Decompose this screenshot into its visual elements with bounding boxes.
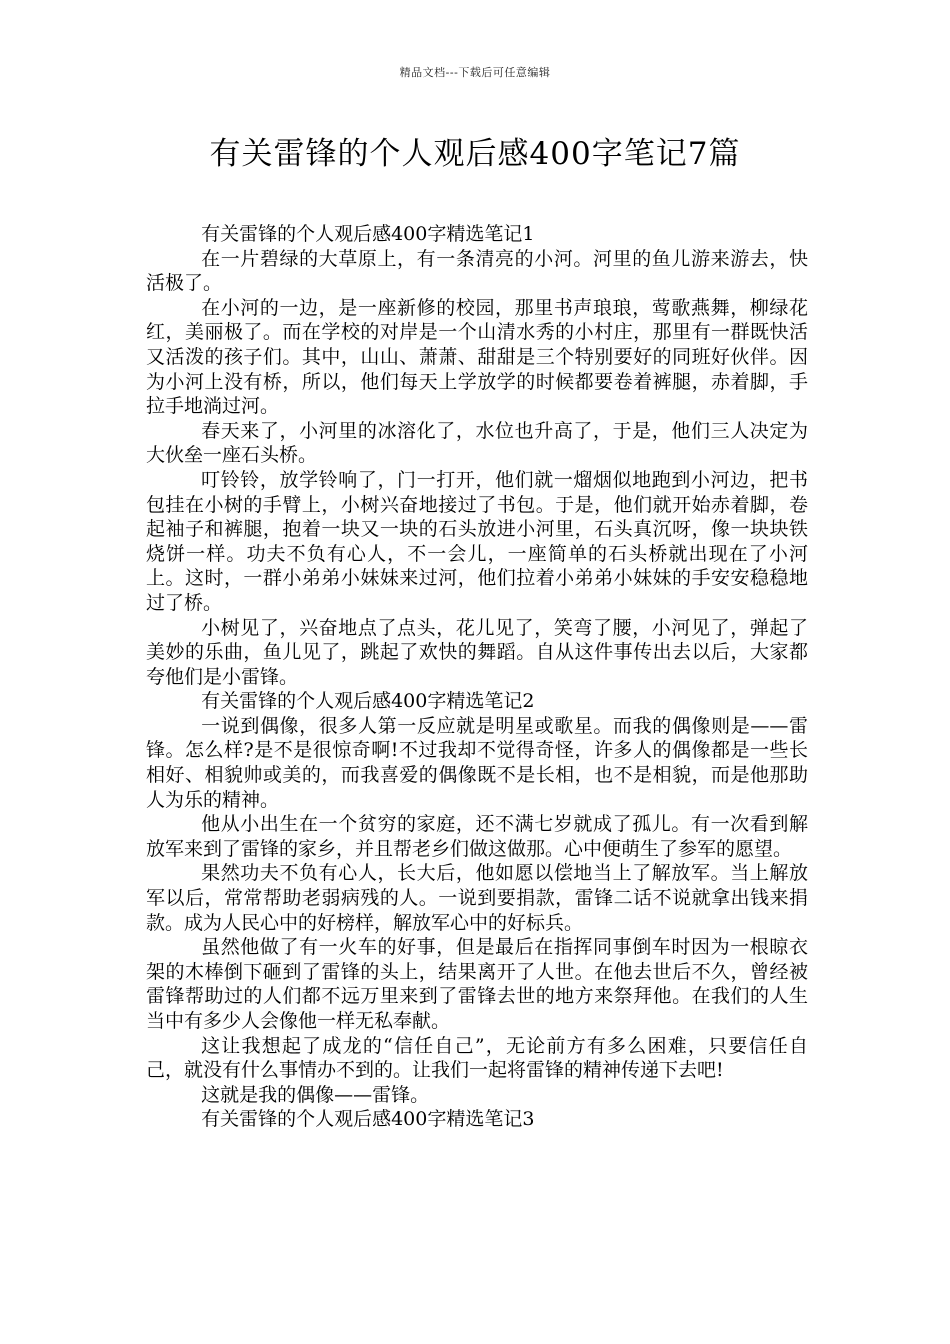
paragraph: 这就是我的偶像——雷锋。 bbox=[201, 1083, 430, 1106]
paragraph: 叮铃铃，放学铃响了，门一打开，他们就一熘烟似地跑到小河边，把书包挂在小树的手臂上，小树兴奋地接过了书包。于是，他们就开始赤着脚，卷起袖子和裤腿，抱着一块又一块的石头放进小河里，石头真沉呀，像一块块铁烧饼一样。功夫不负有心人，不一会儿，一座简单的石头桥就出现在了小河上。这时，一群小弟弟小妹妹来过河，他们拉着小弟弟小妹妹的手安安稳稳地过了桥。 bbox=[146, 468, 808, 614]
paragraph: 这让我想起了成龙的“信任自己”，无论前方有多么困难，只要信任自己，就没有什么事情办不到的。让我们一起将雷锋的精神传递下去吧! bbox=[146, 1034, 808, 1082]
paragraph: 虽然他做了有一火车的好事，但是最后在指挥同事倒车时因为一根晾衣架的木棒倒下砸到了雷锋的头上，结果离开了人世。在他去世后不久，曾经被雷锋帮助过的人们都不远万里来到了雷锋去世的地方来祭拜他。在我们的人生当中有多少人会像他一样无私奉献。 bbox=[146, 936, 808, 1032]
section-heading: 有关雷锋的个人观后感400字精选笔记3 bbox=[201, 1108, 535, 1131]
paragraph: 一说到偶像，很多人第一反应就是明星或歌星。而我的偶像则是——雷锋。怎么样?是不是很惊奇啊!不过我却不觉得奇怪，许多人的偶像都是一些长相好、相貌帅或美的，而我喜爱的偶像既不是长相，也不是相貌，而是他那助人为乐的精神。 bbox=[146, 714, 808, 811]
document-title: 有关雷锋的个人观后感400字笔记7篇 bbox=[209, 136, 741, 172]
document-body bbox=[146, 222, 808, 1132]
paragraph: 春天来了，小河里的冰溶化了，水位也升高了，于是，他们三人决定为大伙垒一座石头桥。 bbox=[146, 419, 808, 467]
paragraph: 果然功夫不负有心人，长大后，他如愿以偿地当上了解放军。当上解放军以后，常常帮助老弱病残的人。一说到要捐款，雷锋二话不说就拿出钱来捐款。成为人民心中的好榜样，解放军心中的好标兵。 bbox=[146, 862, 808, 934]
paragraph: 在小河的一边，是一座新修的校园，那里书声琅琅，莺歌燕舞，柳绿花红，美丽极了。而在学校的对岸是一个山清水秀的小村庄，那里有一群既快活又活泼的孩子们。其中，山山、萧萧、甜甜是三个特别要好的同班好伙伴。因为小河上没有桥，所以，他们每天上学放学的时候都要卷着裤腿，赤着脚，手拉手地淌过河。 bbox=[146, 296, 808, 418]
section-heading: 有关雷锋的个人观后感400字精选笔记1 bbox=[201, 223, 535, 245]
paragraph: 小树见了，兴奋地点了点头，花儿见了，笑弯了腰，小河见了，弹起了美妙的乐曲，鱼儿见了，跳起了欢快的舞蹈。自从这件事传出去以后，大家都夸他们是小雷锋。 bbox=[146, 616, 808, 688]
section-heading: 有关雷锋的个人观后感400字精选笔记2 bbox=[201, 690, 535, 713]
paragraph: 他从小出生在一个贫穷的家庭，还不满七岁就成了孤儿。有一次看到解放军来到了雷锋的家乡，并且帮老乡们做这做那。心中便萌生了参军的愿望。 bbox=[146, 813, 808, 860]
header-note: 精品文档---下载后可任意编辑 bbox=[399, 66, 551, 79]
paragraph: 在一片碧绿的大草原上，有一条清亮的小河。河里的鱼儿游来游去，快活极了。 bbox=[146, 247, 808, 295]
